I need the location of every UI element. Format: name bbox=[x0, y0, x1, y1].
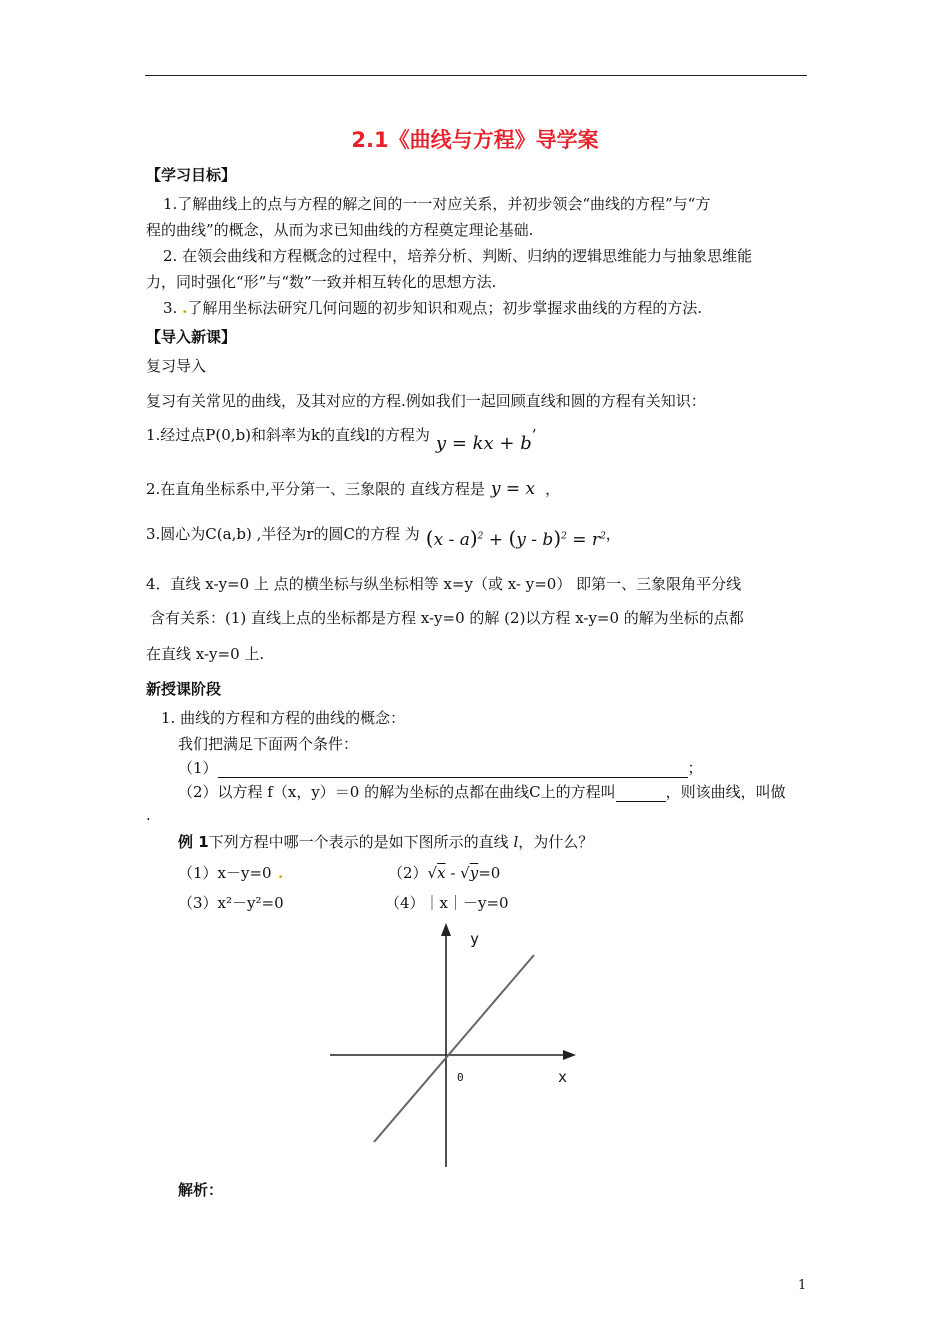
option-1: （1）x－y=0 bbox=[178, 864, 272, 882]
intro-item-4-line-3: 在直线 x-y=0 上. bbox=[146, 645, 265, 663]
line-graph bbox=[320, 915, 590, 1175]
analysis-label: 解析： bbox=[178, 1181, 224, 1199]
intro-item-3: 3.圆心为C(a,b) ,半径为r的圆C的方程 为 $(x - a)^2 + (y - b)^2 = r^2$， bbox=[146, 525, 621, 550]
goal-2-line-1: 2. 在领会曲线和方程概念的过程中，培养分析、判断、归纳的逻辑思维能力与抽象思维能 bbox=[163, 247, 753, 265]
condition-1: （1） ； bbox=[178, 759, 703, 777]
stray-dot: . bbox=[182, 299, 188, 317]
conditions-intro: 我们把满足下面两个条件： bbox=[178, 735, 359, 753]
stray-dot-2: . bbox=[278, 864, 284, 882]
goal-1-line-2: 程的曲线”的概念，从而为求已知曲线的方程奠定理论基础. bbox=[146, 221, 534, 239]
intro-subheading: 复习导入 bbox=[146, 357, 207, 375]
intro-heading: 【导入新课】 bbox=[146, 328, 237, 346]
page-number: 1 bbox=[798, 1278, 807, 1293]
intro-paragraph: 复习有关常见的曲线，及其对应的方程.例如我们一起回顾直线和圆的方程有关知识： bbox=[146, 392, 706, 410]
line-l bbox=[374, 955, 534, 1142]
intro-item-1: 1.经过点P(0,b)和斜率为k的直线l的方程为 y = kx + b’ bbox=[146, 426, 537, 454]
condition-2: （2）以方程 f（x，y）＝0 的解为坐标的点都在曲线C上的方程叫 ，则该曲线，叫做 bbox=[178, 783, 786, 801]
option-2: （2）√x - √y=0 bbox=[388, 864, 501, 882]
condition-1-blank bbox=[218, 759, 688, 778]
goal-1-line-1: 1.了解曲线上的点与方程的解之间的一一对应关系，并初步领会“曲线的方程”与“方 bbox=[163, 195, 711, 213]
x-axis-arrow bbox=[563, 1050, 576, 1060]
newlesson-item-1: 1. 曲线的方程和方程的曲线的概念： bbox=[161, 709, 406, 727]
intro-item-2: 2.在直角坐标系中,平分第一、三象限的 直线方程是 y = x ， bbox=[146, 479, 561, 499]
intro-item-4-line-1: 4．直线 x-y=0 上 点的横坐标与纵坐标相等 x=y（或 x- y=0） 即第一、三象限角平分线 bbox=[146, 575, 742, 593]
option-4: （4）｜x｜－y=0 bbox=[385, 894, 509, 912]
condition-2-blank bbox=[616, 783, 666, 802]
intro-item-4-line-2: 含有关系：(1) 直线上点的坐标都是方程 x-y=0 的解 (2)以方程 x-y=0 的解为坐标的点都 bbox=[150, 609, 744, 627]
bisector-equation: y = x bbox=[490, 479, 536, 499]
trailing-period: . bbox=[146, 806, 151, 824]
page-title: 2.1《曲线与方程》导学案 bbox=[351, 128, 599, 152]
goal-2-line-2: 力，同时强化“形”与“数”一致并相互转化的思想方法. bbox=[146, 273, 497, 291]
y-axis-arrow bbox=[441, 923, 451, 936]
x-axis-label: x bbox=[558, 1068, 568, 1086]
y-axis-label: y bbox=[470, 930, 480, 948]
newlesson-heading: 新授课阶段 bbox=[146, 680, 222, 698]
origin-label: 0 bbox=[457, 1071, 464, 1084]
option-3: （3）x²－y²=0 bbox=[178, 894, 284, 912]
circle-equation: $(x - a)^2 + (y - b)^2 = r^2$ bbox=[425, 526, 606, 550]
example-1-prompt: 例 1下列方程中哪一个表示的是如下图所示的直线 l，为什么？ bbox=[178, 833, 594, 851]
header-rule bbox=[145, 75, 807, 76]
line-equation: y = kx + b bbox=[435, 433, 532, 454]
goals-heading: 【学习目标】 bbox=[146, 166, 237, 184]
goal-3: 3. .了解用坐标法研究几何问题的初步知识和观点；初步掌握求曲线的方程的方法. bbox=[163, 299, 703, 317]
